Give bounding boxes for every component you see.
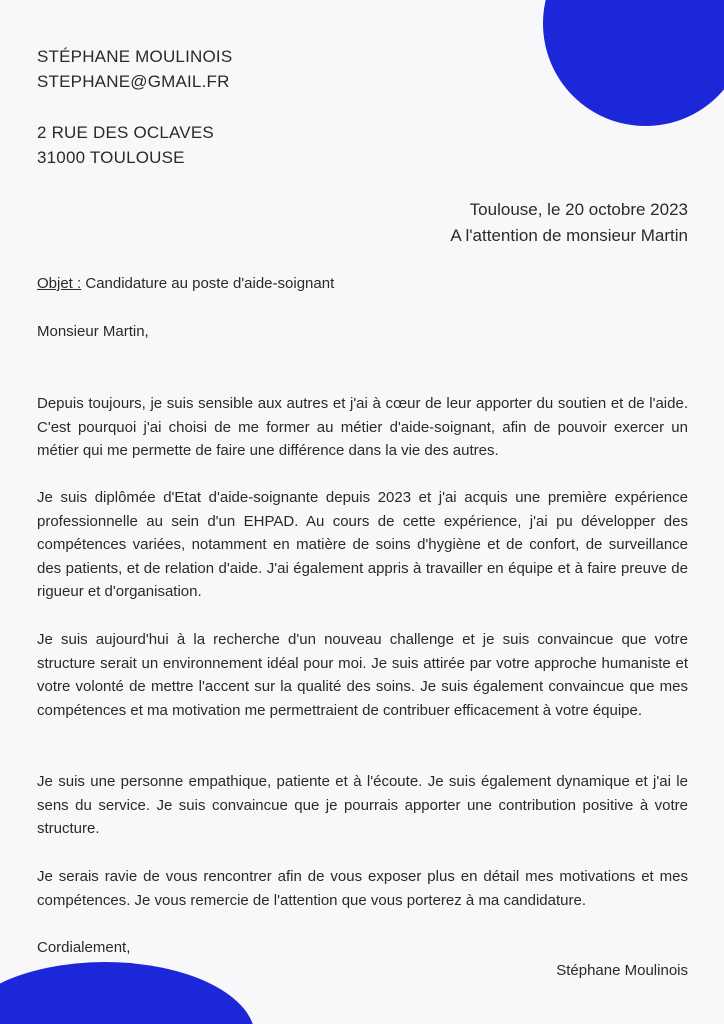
subject-text: Candidature au poste d'aide-soignant [81, 275, 335, 292]
sender-name: STÉPHANE MOULINOIS [37, 47, 233, 66]
sender-address [37, 120, 214, 170]
attention-line: A l'attention de monsieur Martin [450, 226, 688, 245]
subject-line [37, 273, 334, 295]
body-paragraph: Je suis aujourd'hui à la recherche d'un nouveau challenge et je suis convaincue que votre structure serait un environnement idéal pour moi. Je suis attirée par votre approche humaniste et votre volonté de mettre l'accent sur la qualité des soins. Je suis également convaincue que mes compétences et ma motivation me permettraient de contribuer efficacement à votre équipe. [37, 631, 688, 719]
sender-email: STEPHANE@GMAIL.FR [37, 72, 230, 91]
sender-contact [37, 44, 232, 94]
date-and-recipient [450, 197, 688, 249]
sender-city: 31000 TOULOUSE [37, 148, 185, 167]
salutation: Monsieur Martin, [37, 323, 149, 340]
sender-street: 2 RUE DES OCLAVES [37, 123, 214, 142]
body-paragraph: Depuis toujours, je suis sensible aux autres et j'ai à cœur de leur apporter du soutien et de l'aide. C'est pourquoi j'ai choisi de me former au métier d'aide-soignant, afin de pouvoir exercer un métier qui me permette de faire une différence dans la vie des autres. [37, 395, 688, 459]
body-paragraph: Je suis une personne empathique, patiente et à l'écoute. Je suis également dynamique et j'ai le sens du service. Je suis convaincue que je pourrais apporter une contribution positive à votre structure. [37, 773, 688, 837]
subject-label: Objet : [37, 275, 82, 292]
date-line: Toulouse, le 20 octobre 2023 [469, 200, 688, 219]
body-paragraph: Je suis diplômée d'Etat d'aide-soignante depuis 2023 et j'ai acquis une première expérience professionnelle au sein d'un EHPAD. Au cours de cette expérience, j'ai pu développer des compétences variées, notamment en matière de soins d'hygiène et de confort, de surveillance des patients, et de relation d'aide. J'ai également appris à travailler en équipe et à faire preuve de rigueur et d'organisation. [37, 489, 688, 600]
closing: Cordialement, [37, 939, 131, 956]
signature: Stéphane Moulinois [556, 962, 688, 979]
body-paragraph: Je serais ravie de vous rencontrer afin de vous exposer plus en détail mes motivations et mes compétences. Je vous remercie de l'attention que vous porterez à ma candidature. [37, 868, 688, 909]
decorative-circle-top-right [543, 0, 724, 126]
decorative-circle-bottom-left [0, 962, 255, 1024]
